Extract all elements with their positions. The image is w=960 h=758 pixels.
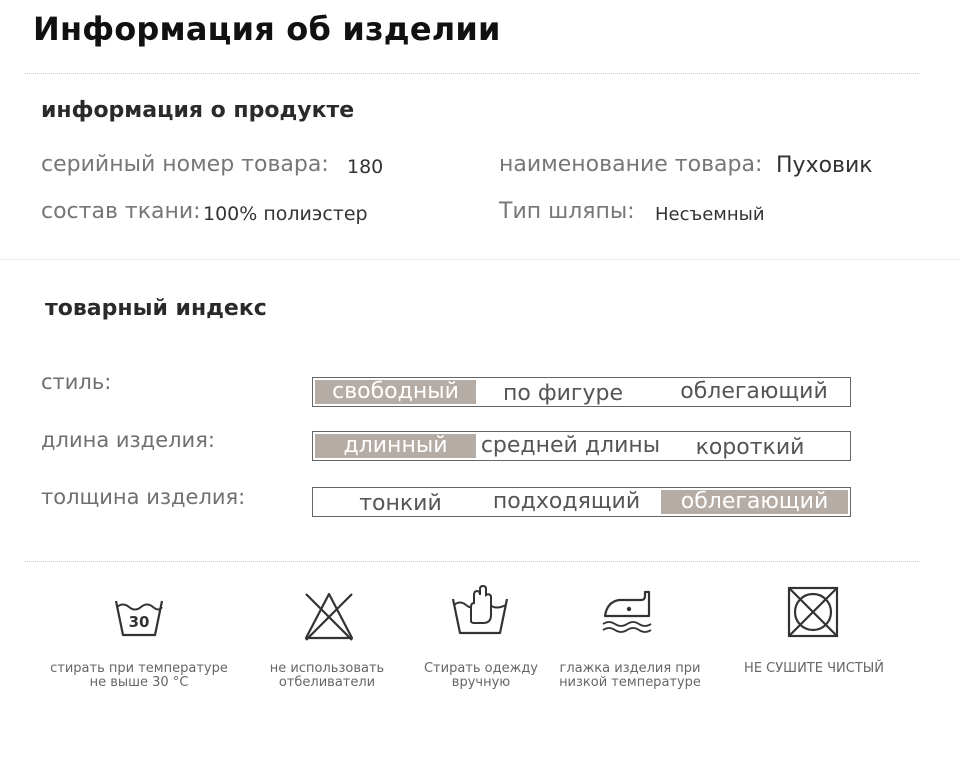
care-caption-line: стирать при температуре [50,661,228,676]
care-caption-low-iron [530,662,730,690]
product-index-heading: товарный индекс [45,296,267,321]
divider [25,73,920,74]
product-info-heading: информация о продукте [41,98,355,123]
style-option-tight: облегающий [680,379,828,404]
thickness-label: толщина изделия: [41,485,246,509]
care-caption-line: вручную [451,675,511,690]
length-option-long: длинный [315,434,476,458]
thickness-scale [312,487,851,517]
style-option-loose: свободный [315,380,476,404]
divider [25,561,920,562]
hat-label: Тип шляпы: [499,199,635,224]
no-dry-clean-icon [787,586,839,642]
name-value: Пуховик [776,153,873,178]
thickness-option-thin: тонкий [359,491,442,516]
wash-30-icon [114,597,164,643]
serial-label: серийный номер товара: [41,152,329,177]
style-option-fitted: по фигуре [502,381,624,406]
length-scale [312,431,851,461]
wash-temp-text: 30 [128,613,150,631]
care-caption-line: не использовать [269,661,385,676]
fabric-value: 100% полиэстер [203,203,368,225]
no-bleach-icon [302,590,356,646]
care-caption-line: глажка изделия при [559,661,701,676]
page-title: Информация об изделии [33,10,501,48]
care-caption-no-dry-clean [714,662,914,676]
length-label: длина изделия: [41,428,215,452]
low-iron-icon [601,588,653,638]
care-caption-line: не выше 30 °C [89,675,189,690]
care-caption-line: низкой температуре [559,675,701,690]
care-caption-line: отбеливатели [278,675,376,690]
thickness-option-thick: облегающий [661,490,848,514]
style-label: стиль: [41,370,112,394]
serial-value: 180 [347,156,384,178]
care-caption-wash [39,662,239,690]
length-option-short: короткий [695,435,805,460]
care-caption-line: НЕ СУШИТЕ ЧИСТЫЙ [744,661,884,676]
thickness-option-medium: подходящий [492,489,641,514]
hand-wash-icon [449,585,511,641]
name-label: наименование товара: [499,152,763,177]
length-option-medium: средней длины [480,433,661,458]
divider [0,259,960,260]
care-caption-line: Стирать одежду [423,661,539,676]
style-scale [312,377,851,407]
fabric-label: состав ткани: [41,199,201,224]
hat-value: Несъемный [655,204,765,225]
